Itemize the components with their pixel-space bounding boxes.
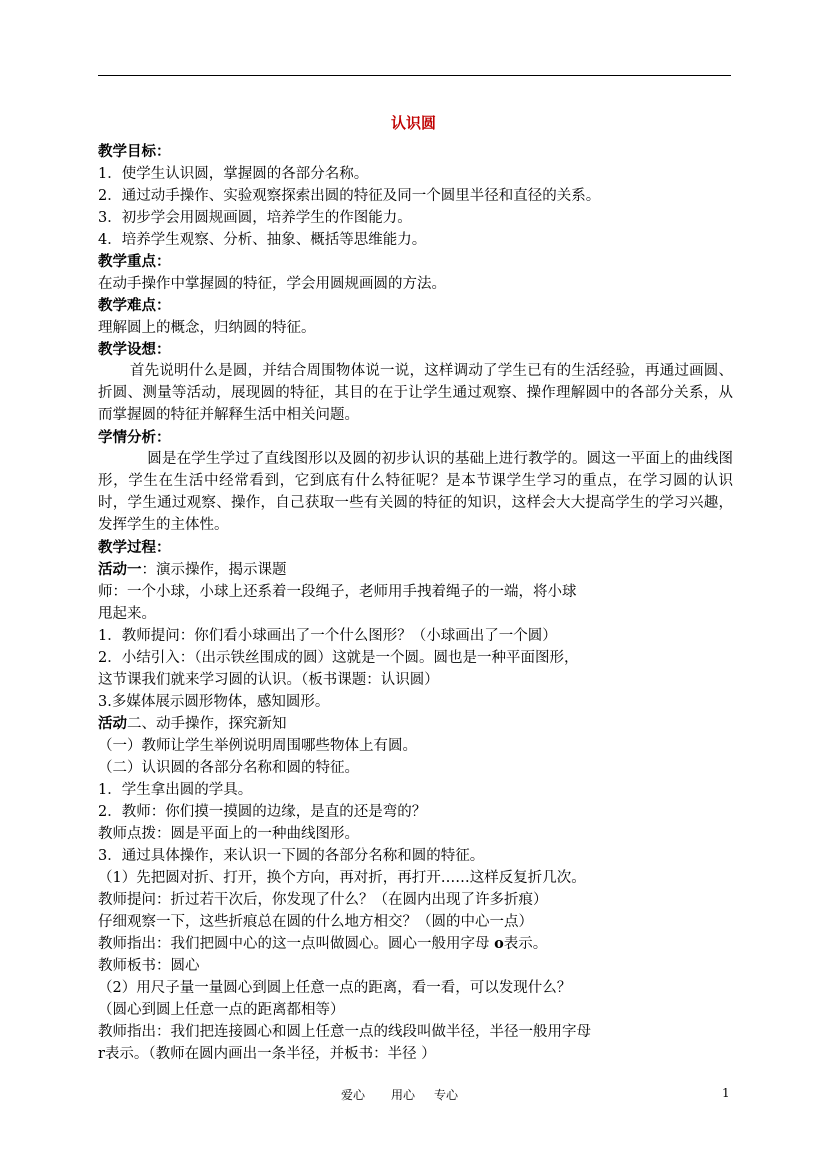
page-title: 认识圆 <box>390 114 436 132</box>
footer-text-left: 爱心 <box>341 1088 366 1102</box>
process-line: （一）教师让学生举例说明周围哪些物体上有圆。 <box>98 738 417 754</box>
activity-one <box>98 560 287 580</box>
process-line: 3．通过具体操作，来认识一下圆的各部分名称和圆的特征。 <box>98 848 485 864</box>
process-line: 甩起来。 <box>98 606 156 622</box>
process-line: 1．教师提问：你们看小球画出了一个什么图形？（小球画出了一个圆） <box>98 628 557 644</box>
goals-heading: 教学目标： <box>98 143 171 160</box>
idea-paragraph: 首先说明什么是圆，并结合周围物体说一说，这样调动了学生已有的生活经验，再通过画圆、折圆、测量等活动，展现圆的特征，其目的在于让学生通过观察、操作理解圆中的各部分关系，从而掌握圆的特征并解释生活中相关问题。 <box>98 363 733 423</box>
key-text: 在动手操作中掌握圆的特征，学会用圆规画圆的方法。 <box>98 276 446 292</box>
process-line: r表示。（教师在圆内画出一条半径，并板书：半径 ） <box>98 1046 436 1062</box>
idea-heading: 教学设想： <box>98 341 171 358</box>
goal-item: 3．初步学会用圆规画圆，培养学生的作图能力。 <box>98 210 412 226</box>
process-line: 教师指出：我们把连接圆心和圆上任意一点的线段叫做半径，半径一般用字母 <box>98 1024 591 1040</box>
process-line: （二）认识圆的各部分名称和圆的特征。 <box>98 760 359 776</box>
process-line: 这节课我们就来学习圆的认识。（板书课题：认识圆） <box>98 672 439 688</box>
letter-o-suffix: 表示。 <box>503 936 548 952</box>
process-line-center <box>98 934 547 954</box>
process-line: 教师提问：折过若干次后，你发现了什么？（在圆内出现了许多折痕） <box>98 892 548 908</box>
process-line: 教师板书：圆心 <box>98 958 200 974</box>
goal-item: 2．通过动手操作、实验观察探索出圆的特征及同一个圆里半径和直径的关系。 <box>98 188 601 204</box>
activity-one-label: 活动一 <box>98 561 142 578</box>
letter-o: o <box>494 935 504 952</box>
difficulty-heading: 教学难点： <box>98 297 171 314</box>
analysis-paragraph: 圆是在学生学过了直线图形以及圆的初步认识的基础上进行教学的。圆这一平面上的曲线图形，学生在生活中经常看到，它到底有什么特征呢？是本节课学生学习的重点，在学习圆的认识时，学生通过观察、操作，自己获取一些有关圆的特征的知识，这样会大大提高学生的学习兴趣，发挥学生的主体性。 <box>98 451 733 533</box>
activity-two <box>98 714 287 734</box>
process-line: 1．学生拿出圆的学具。 <box>98 782 253 798</box>
goal-item: 1．使学生认识圆，掌握圆的各部分名称。 <box>98 166 369 182</box>
activity-two-label: 活动 <box>98 715 127 732</box>
footer-text-right: 专心 <box>434 1088 459 1102</box>
footer-text-middle: 用心 <box>391 1088 416 1102</box>
difficulty-text: 理解圆上的概念，归纳圆的特征。 <box>98 320 316 336</box>
process-line: 仔细观察一下，这些折痕总在圆的什么地方相交？（圆的中心一点） <box>98 914 533 930</box>
activity-two-text: 二、动手操作，探究新知 <box>127 716 287 732</box>
activity-one-text: ：演示操作，揭示课题 <box>141 562 287 578</box>
analysis-heading: 学情分析： <box>98 429 171 446</box>
process-line: （圆心到圆上任意一点的距离都相等） <box>98 1002 345 1018</box>
header-rule <box>98 75 731 76</box>
process-line: 2．小结引入：（出示铁丝围成的圆）这就是一个圆。圆也是一种平面图形， <box>98 650 579 666</box>
center-definition: 教师指出：我们把圆中心的这一点叫做圆心。圆心一般用字母 <box>98 936 490 952</box>
process-line: （1）先把圆对折、打开，换个方向，再对折，再打开……这样反复折几次。 <box>98 870 586 886</box>
goal-item: 4．培养学生观察、分析、抽象、概括等思维能力。 <box>98 232 427 248</box>
page-number: 1 <box>722 1086 730 1100</box>
process-line: （2）用尺子量一量圆心到圆上任意一点的距离，看一看，可以发现什么？ <box>98 980 572 996</box>
key-heading: 教学重点： <box>98 253 171 270</box>
process-line: 3.多媒体展示圆形物体，感知圆形。 <box>98 694 330 710</box>
process-line: 教师点拨：圆是平面上的一种曲线图形。 <box>98 826 359 842</box>
process-heading: 教学过程： <box>98 539 171 556</box>
process-line: 2．教师：你们摸一摸圆的边缘，是直的还是弯的？ <box>98 804 427 820</box>
process-line: 师：一个小球，小球上还系着一段绳子，老师用手拽着绳子的一端，将小球 <box>98 584 577 600</box>
